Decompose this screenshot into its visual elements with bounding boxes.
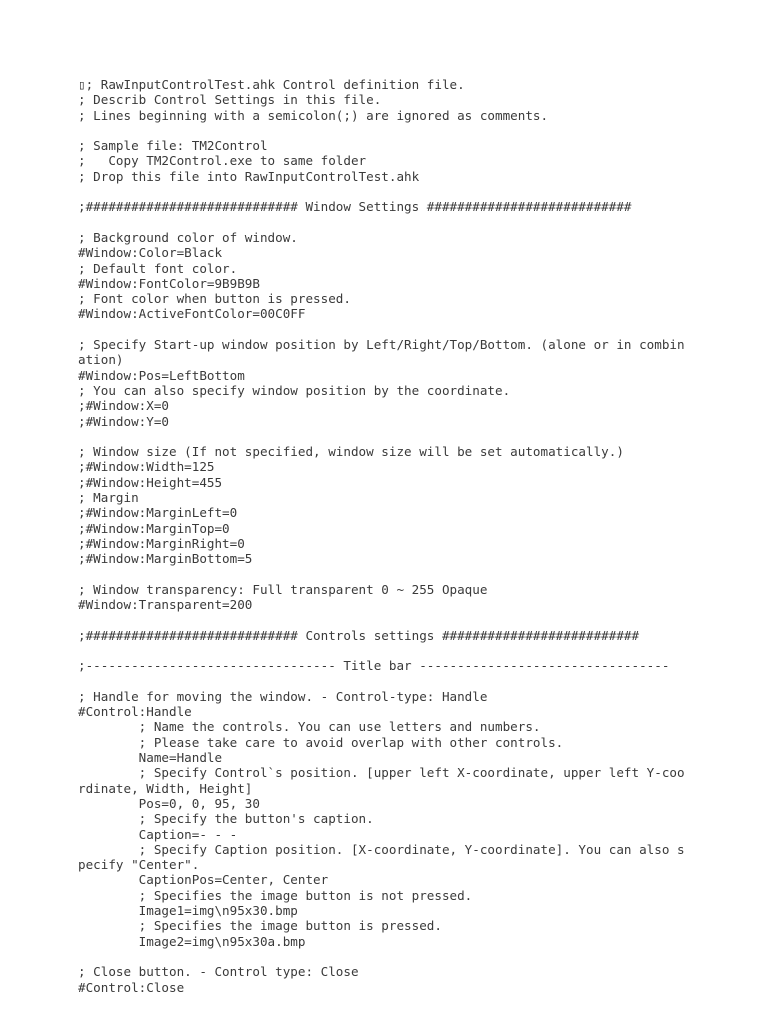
code-line: ; Specify the button's caption. [78,811,374,827]
code-line: Name=Handle [78,750,223,766]
code-line: #Window:Transparent=200 [78,597,253,613]
code-line: #Window:Color=Black [78,245,223,261]
code-line: rdinate, Width, Height] [78,780,253,796]
code-line: Pos=0, 0, 95, 30 [78,795,260,811]
code-line: #Window:FontColor=9B9B9B [78,275,260,291]
code-line: ation) [78,352,124,368]
code-line: ;#Window:MarginBottom=5 [78,551,253,567]
code-line: CaptionPos=Center, Center [78,872,329,888]
code-line: ; Handle for moving the window. - Control-type: Handle [78,688,488,704]
code-line: ;#Window:Width=125 [78,459,215,475]
code-line: ;#Window:MarginTop=0 [78,520,230,536]
code-line [78,643,685,658]
code-line: Caption=- - - [78,826,238,842]
code-line: ; Font color when button is pressed. [78,291,351,307]
code-line: ; Specify Control`s position. [upper left X-coordinate, upper left Y-coo [78,765,685,781]
code-line: ; Window transparency: Full transparent 0 ~ 255 Opaque [78,581,488,597]
code-line [78,215,685,230]
code-line: ; Default font color. [78,260,238,276]
code-line: #Control:Close [78,979,185,995]
code-line: ;############################ Controls settings ########################## [78,627,640,643]
code-line: Image1=img\n95x30.bmp [78,903,298,919]
code-line: ; Specify Start-up window position by Left/Right/Top/Bottom. (alone or in combin [78,337,685,353]
code-line: ; Specifies the image button is not pressed. [78,887,473,903]
code-line: #Window:Pos=LeftBottom [78,367,245,383]
code-line: ; Close button. - Control type: Close [78,964,359,980]
code-line [78,612,685,627]
code-line: Image2=img\n95x30a.bmp [78,933,306,949]
code-line: ▯; RawInputControlTest.ahk Control definition file. [78,77,465,92]
code-text-block [78,77,685,995]
code-line: ;#Window:MarginLeft=0 [78,505,238,521]
code-line: ;--------------------------------- Title bar --------------------------------- [78,658,670,674]
code-line: ; Margin [78,490,139,506]
code-line: ;############################ Window Settings ########################### [78,199,632,215]
code-line [78,674,685,689]
code-line: ; Copy TM2Control.exe to same folder [78,153,367,169]
code-line: ;#Window:Y=0 [78,413,169,429]
code-line: #Window:ActiveFontColor=00C0FF [78,306,306,322]
code-line: ;#Window:Height=455 [78,474,223,490]
code-line [78,567,685,582]
code-line: ;#Window:X=0 [78,398,169,414]
code-line: ; Specifies the image button is pressed. [78,918,442,934]
code-line: ; Describ Control Settings in this file. [78,92,382,108]
code-line [78,429,685,444]
code-line [78,123,685,138]
code-line: ; Lines beginning with a semicolon(;) are ignored as comments. [78,107,549,123]
code-line: ; You can also specify window position by the coordinate. [78,382,511,398]
code-line: ; Specify Caption position. [X-coordinate, Y-coordinate]. You can also s [78,841,685,857]
code-line: #Control:Handle [78,704,192,720]
code-line: ; Background color of window. [78,229,298,245]
code-line: ; Sample file: TM2Control [78,138,268,154]
code-line: pecify "Center". [78,857,200,873]
code-line: ; Please take care to avoid overlap with other controls. [78,734,564,750]
code-line [78,184,685,199]
code-line: ; Drop this file into RawInputControlTest.ahk [78,168,420,184]
code-line: ; Window size (If not specified, window size will be set automatically.) [78,444,624,460]
code-line: ;#Window:MarginRight=0 [78,535,245,551]
code-line [78,949,685,964]
code-line: ; Name the controls. You can use letters and numbers. [78,719,541,735]
code-line [78,322,685,337]
